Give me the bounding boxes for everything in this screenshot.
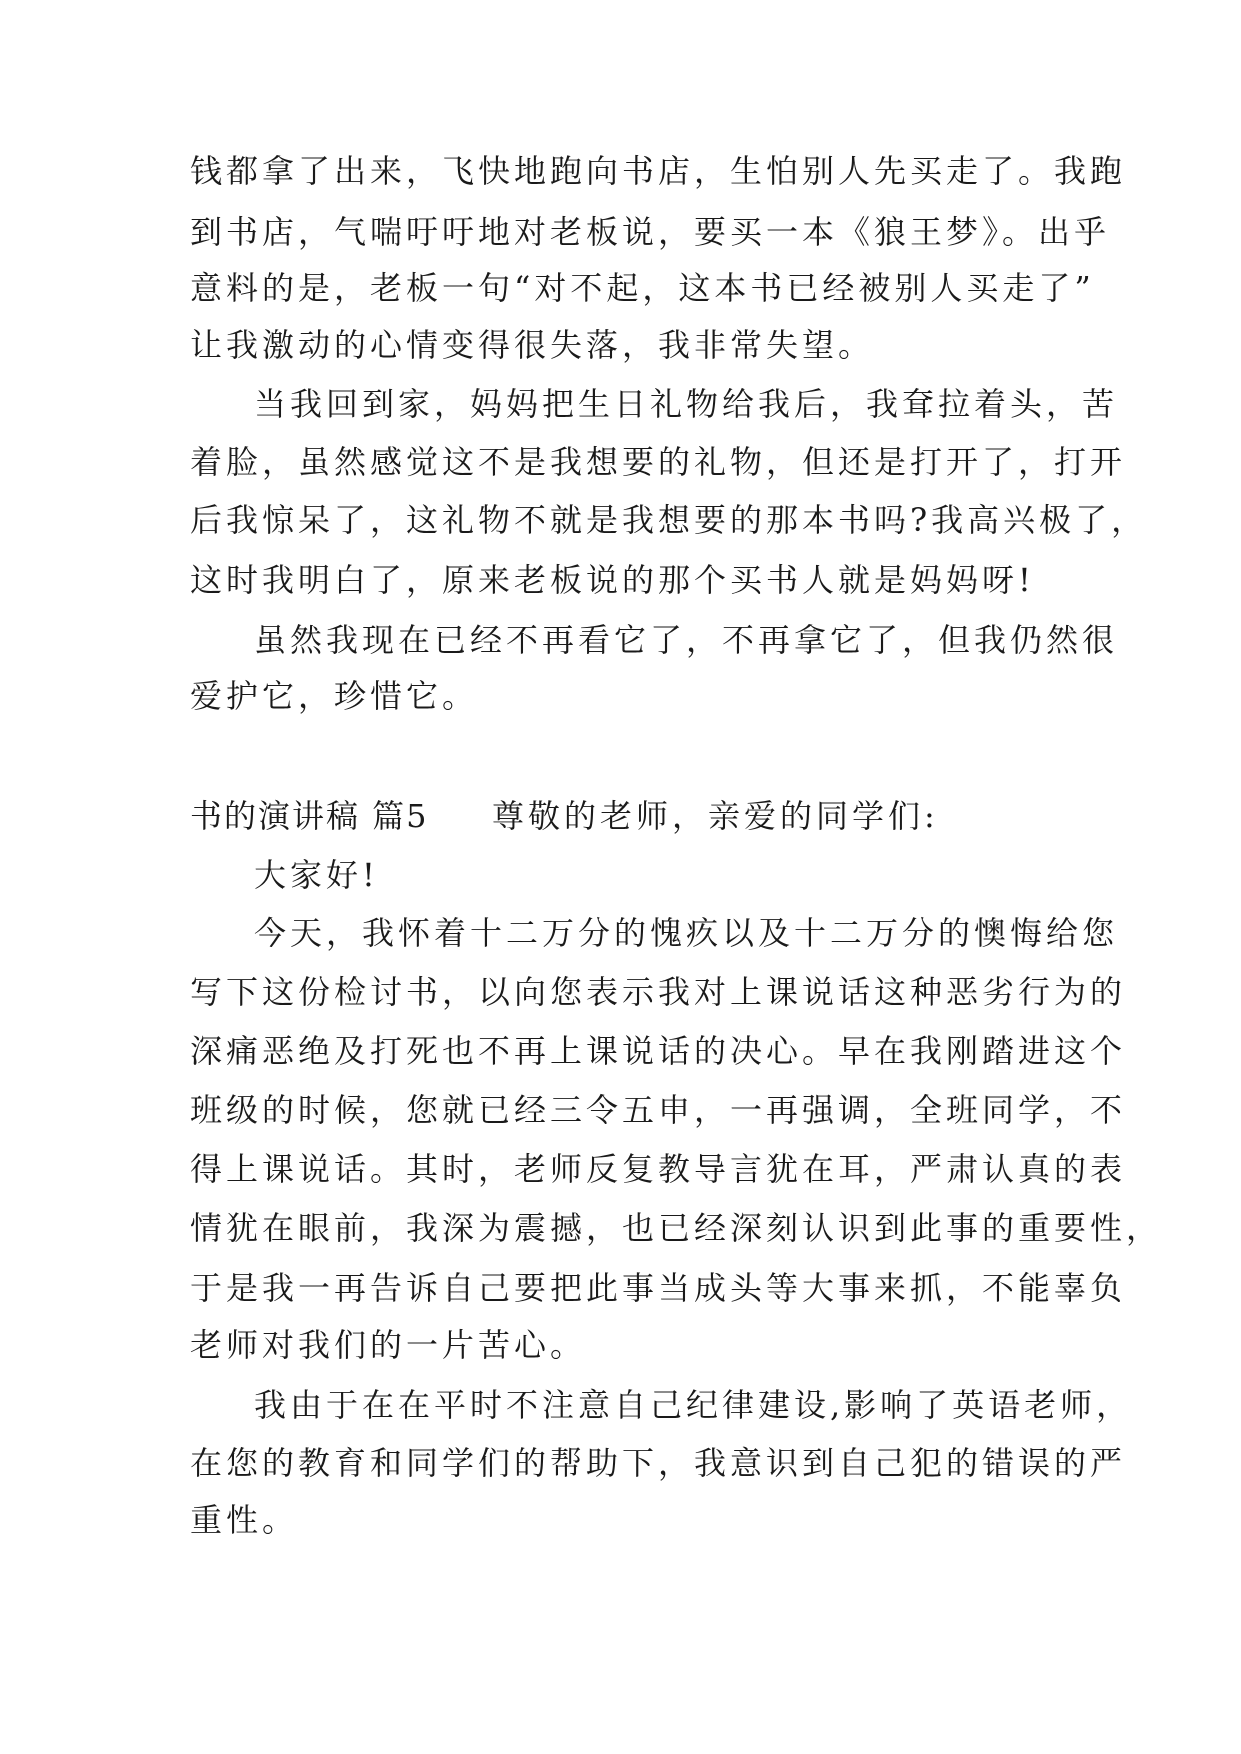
section-title: 书的演讲稿 篇5 — [190, 797, 429, 835]
paragraph-line: 深痛恶绝及打死也不再上课说话的决心。早在我刚踏进这个 — [190, 1032, 1127, 1070]
paragraph-line: 我由于在在平时不注意自己纪律建设,影响了英语老师， — [254, 1386, 1133, 1424]
paragraph-line: 让我激动的心情变得很失落，我非常失望。 — [190, 326, 875, 364]
paragraph-line: 在您的教育和同学们的帮助下，我意识到自己犯的错误的严 — [190, 1444, 1127, 1482]
paragraph-line: 当我回到家，妈妈把生日礼物给我后，我耷拉着头，苦 — [254, 385, 1119, 423]
paragraph-line: 钱都拿了出来，飞快地跑向书店，生怕别人先买走了。我跑 — [190, 152, 1127, 190]
paragraph-line: 老师对我们的一片苦心。 — [190, 1326, 587, 1364]
paragraph-line: 这时我明白了，原来老板说的那个买书人就是妈妈呀! — [190, 561, 1035, 599]
paragraph-line: 意料的是，老板一句“对不起，这本书已经被别人买走了” — [190, 269, 1095, 307]
salutation: 大家好! — [254, 856, 379, 894]
paragraph-line: 着脸，虽然感觉这不是我想要的礼物，但还是打开了，打开 — [190, 443, 1127, 481]
paragraph-line: 爱护它，珍惜它。 — [190, 677, 479, 715]
paragraph-line: 写下这份检讨书，以向您表示我对上课说话这种恶劣行为的 — [190, 973, 1127, 1011]
greeting: 尊敬的老师，亲爱的同学们: — [492, 797, 939, 835]
paragraph-line: 后我惊呆了，这礼物不就是我想要的那本书吗?我高兴极了， — [190, 501, 1148, 539]
paragraph-line: 情犹在眼前，我深为震撼，也已经深刻认识到此事的重要性， — [190, 1209, 1163, 1247]
paragraph-line: 今天，我怀着十二万分的愧疚以及十二万分的懊悔给您 — [254, 914, 1119, 952]
paragraph-line: 于是我一再告诉自己要把此事当成头等大事来抓，不能辜负 — [190, 1269, 1127, 1307]
paragraph-line: 虽然我现在已经不再看它了，不再拿它了，但我仍然很 — [254, 621, 1119, 659]
paragraph-line: 得上课说话。其时，老师反复教导言犹在耳，严肃认真的表 — [190, 1150, 1127, 1188]
paragraph-line: 到书店，气喘吁吁地对老板说，要买一本《狼王梦》。出乎 — [190, 213, 1111, 251]
paragraph-line: 班级的时候，您就已经三令五申，一再强调，全班同学，不 — [190, 1091, 1127, 1129]
paragraph-line: 重性。 — [190, 1501, 299, 1539]
